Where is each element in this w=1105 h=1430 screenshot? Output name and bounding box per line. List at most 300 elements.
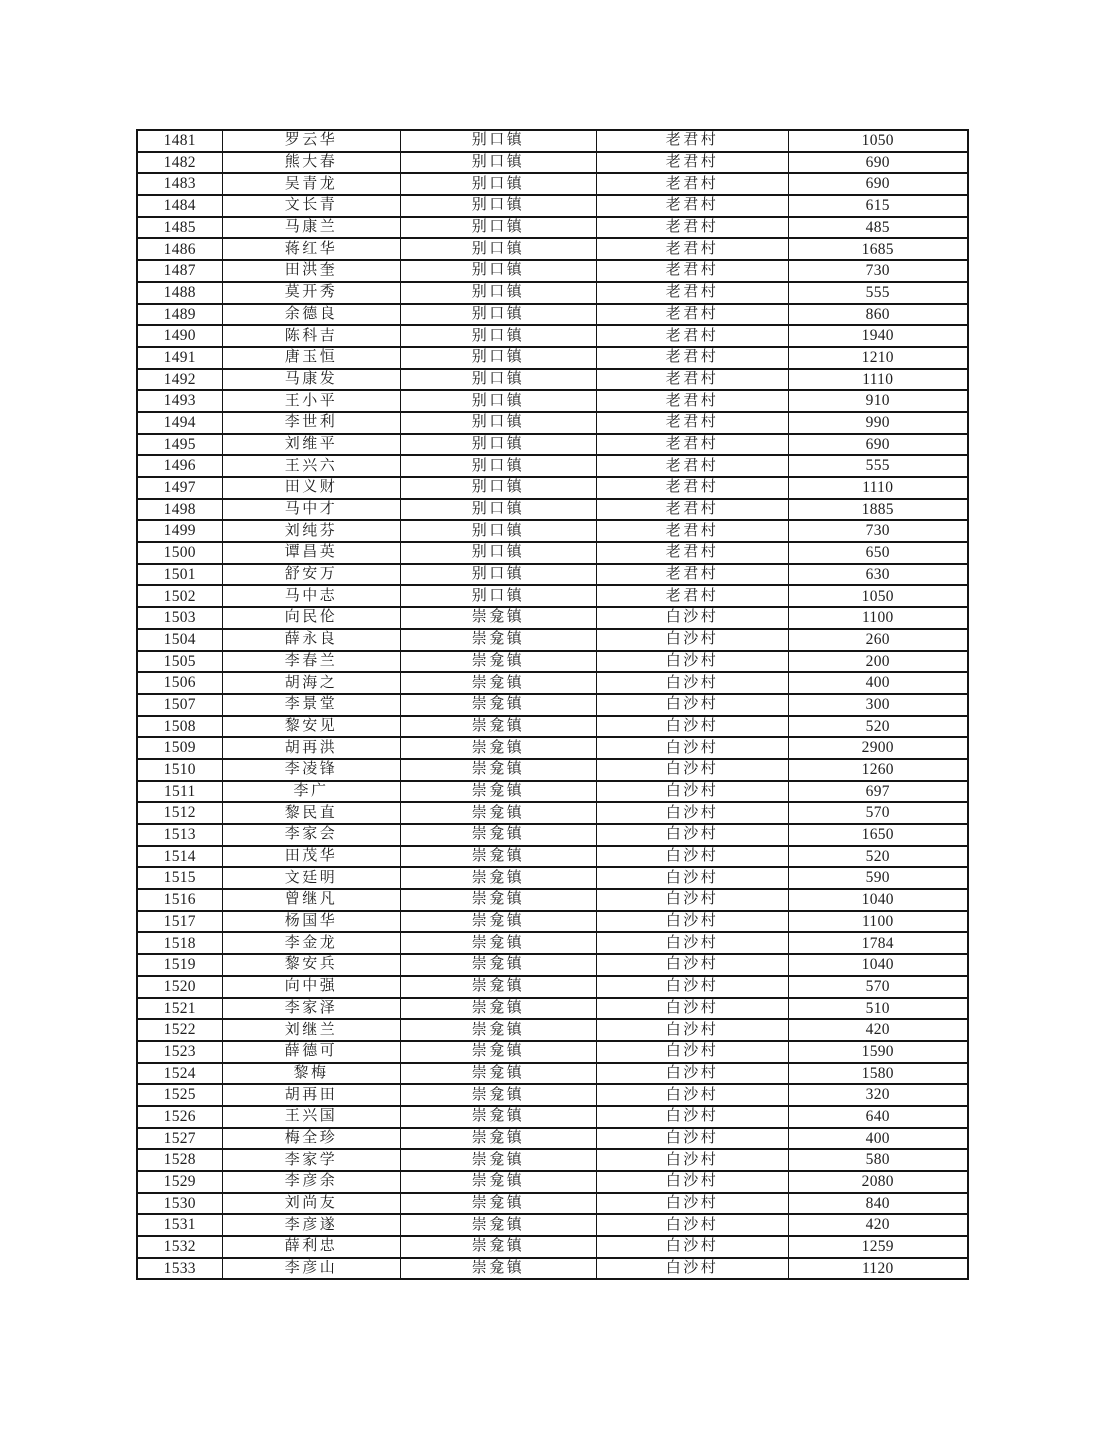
serial-cell: 1506 <box>137 672 222 694</box>
town-cell: 别口镇 <box>400 520 596 542</box>
serial-cell: 1499 <box>137 520 222 542</box>
name-cell: 薛利忠 <box>222 1236 400 1258</box>
amount-cell: 730 <box>788 520 968 542</box>
amount-cell: 1110 <box>788 477 968 499</box>
name-cell: 李金龙 <box>222 932 400 954</box>
town-cell: 崇龛镇 <box>400 737 596 759</box>
village-cell: 白沙村 <box>596 1106 788 1128</box>
town-cell: 别口镇 <box>400 347 596 369</box>
amount-cell: 520 <box>788 846 968 868</box>
serial-cell: 1507 <box>137 694 222 716</box>
serial-cell: 1517 <box>137 911 222 933</box>
town-cell: 别口镇 <box>400 217 596 239</box>
name-cell: 罗云华 <box>222 130 400 152</box>
amount-cell: 1260 <box>788 759 968 781</box>
town-cell: 崇龛镇 <box>400 1193 596 1215</box>
amount-cell: 260 <box>788 629 968 651</box>
amount-cell: 1210 <box>788 347 968 369</box>
village-cell: 白沙村 <box>596 1171 788 1193</box>
amount-cell: 420 <box>788 1214 968 1236</box>
serial-cell: 1509 <box>137 737 222 759</box>
town-cell: 崇龛镇 <box>400 911 596 933</box>
amount-cell: 615 <box>788 195 968 217</box>
village-cell: 老君村 <box>596 152 788 174</box>
village-cell: 老君村 <box>596 477 788 499</box>
name-cell: 刘维平 <box>222 434 400 456</box>
town-cell: 崇龛镇 <box>400 1149 596 1171</box>
town-cell: 崇龛镇 <box>400 889 596 911</box>
name-cell: 莫开秀 <box>222 282 400 304</box>
name-cell: 熊大春 <box>222 152 400 174</box>
amount-cell: 1050 <box>788 585 968 607</box>
serial-cell: 1496 <box>137 455 222 477</box>
name-cell: 胡再洪 <box>222 737 400 759</box>
name-cell: 田茂华 <box>222 846 400 868</box>
serial-cell: 1529 <box>137 1171 222 1193</box>
village-cell: 白沙村 <box>596 759 788 781</box>
name-cell: 文廷明 <box>222 867 400 889</box>
village-cell: 老君村 <box>596 325 788 347</box>
serial-cell: 1505 <box>137 651 222 673</box>
name-cell: 梅全珍 <box>222 1128 400 1150</box>
name-cell: 谭昌英 <box>222 542 400 564</box>
name-cell: 李家会 <box>222 824 400 846</box>
amount-cell: 570 <box>788 976 968 998</box>
name-cell: 杨国华 <box>222 911 400 933</box>
town-cell: 崇龛镇 <box>400 1106 596 1128</box>
name-cell: 马康发 <box>222 369 400 391</box>
serial-cell: 1490 <box>137 325 222 347</box>
village-cell: 白沙村 <box>596 1063 788 1085</box>
name-cell: 田洪奎 <box>222 260 400 282</box>
amount-cell: 200 <box>788 651 968 673</box>
town-cell: 崇龛镇 <box>400 976 596 998</box>
name-cell: 马康兰 <box>222 217 400 239</box>
serial-cell: 1486 <box>137 238 222 260</box>
amount-cell: 1050 <box>788 130 968 152</box>
amount-cell: 320 <box>788 1084 968 1106</box>
name-cell: 李景堂 <box>222 694 400 716</box>
village-cell: 白沙村 <box>596 932 788 954</box>
village-cell: 白沙村 <box>596 1236 788 1258</box>
serial-cell: 1495 <box>137 434 222 456</box>
table-row <box>137 325 968 347</box>
amount-cell: 1940 <box>788 325 968 347</box>
name-cell: 王兴国 <box>222 1106 400 1128</box>
amount-cell: 1040 <box>788 954 968 976</box>
table-row <box>137 173 968 195</box>
village-cell: 老君村 <box>596 499 788 521</box>
table-row <box>137 802 968 824</box>
amount-cell: 400 <box>788 1128 968 1150</box>
serial-cell: 1531 <box>137 1214 222 1236</box>
town-cell: 崇龛镇 <box>400 1041 596 1063</box>
village-cell: 老君村 <box>596 347 788 369</box>
town-cell: 别口镇 <box>400 499 596 521</box>
name-cell: 黎民直 <box>222 802 400 824</box>
serial-cell: 1488 <box>137 282 222 304</box>
village-cell: 白沙村 <box>596 867 788 889</box>
amount-cell: 630 <box>788 564 968 586</box>
name-cell: 黎安见 <box>222 716 400 738</box>
village-cell: 老君村 <box>596 282 788 304</box>
amount-cell: 1110 <box>788 369 968 391</box>
table-row <box>137 390 968 412</box>
table-row <box>137 1041 968 1063</box>
name-cell: 曾继凡 <box>222 889 400 911</box>
table-row <box>137 737 968 759</box>
village-cell: 老君村 <box>596 542 788 564</box>
amount-cell: 300 <box>788 694 968 716</box>
village-cell: 白沙村 <box>596 781 788 803</box>
amount-cell: 1100 <box>788 607 968 629</box>
name-cell: 马中志 <box>222 585 400 607</box>
serial-cell: 1528 <box>137 1149 222 1171</box>
table-row <box>137 716 968 738</box>
name-cell: 田义财 <box>222 477 400 499</box>
town-cell: 别口镇 <box>400 130 596 152</box>
village-cell: 白沙村 <box>596 1258 788 1280</box>
village-cell: 老君村 <box>596 564 788 586</box>
amount-cell: 990 <box>788 412 968 434</box>
name-cell: 舒安万 <box>222 564 400 586</box>
amount-cell: 2080 <box>788 1171 968 1193</box>
village-cell: 老君村 <box>596 173 788 195</box>
table-body <box>137 130 968 1279</box>
table-row <box>137 585 968 607</box>
amount-cell: 697 <box>788 781 968 803</box>
village-cell: 老君村 <box>596 238 788 260</box>
serial-cell: 1525 <box>137 1084 222 1106</box>
table-row <box>137 824 968 846</box>
serial-cell: 1487 <box>137 260 222 282</box>
amount-cell: 640 <box>788 1106 968 1128</box>
town-cell: 崇龛镇 <box>400 759 596 781</box>
village-cell: 白沙村 <box>596 1128 788 1150</box>
name-cell: 李春兰 <box>222 651 400 673</box>
town-cell: 崇龛镇 <box>400 1019 596 1041</box>
table-row <box>137 564 968 586</box>
serial-cell: 1533 <box>137 1258 222 1280</box>
serial-cell: 1481 <box>137 130 222 152</box>
table-row <box>137 1128 968 1150</box>
serial-cell: 1523 <box>137 1041 222 1063</box>
table-row <box>137 694 968 716</box>
serial-cell: 1520 <box>137 976 222 998</box>
amount-cell: 580 <box>788 1149 968 1171</box>
serial-cell: 1511 <box>137 781 222 803</box>
name-cell: 胡海之 <box>222 672 400 694</box>
table-row <box>137 282 968 304</box>
table-row <box>137 520 968 542</box>
town-cell: 别口镇 <box>400 152 596 174</box>
town-cell: 别口镇 <box>400 455 596 477</box>
village-cell: 老君村 <box>596 585 788 607</box>
table-row <box>137 1106 968 1128</box>
town-cell: 别口镇 <box>400 542 596 564</box>
serial-cell: 1512 <box>137 802 222 824</box>
name-cell: 黎安兵 <box>222 954 400 976</box>
table-row <box>137 1193 968 1215</box>
village-cell: 老君村 <box>596 304 788 326</box>
amount-cell: 1120 <box>788 1258 968 1280</box>
village-cell: 白沙村 <box>596 716 788 738</box>
beneficiary-table <box>136 129 969 1280</box>
town-cell: 别口镇 <box>400 260 596 282</box>
village-cell: 白沙村 <box>596 824 788 846</box>
amount-cell: 730 <box>788 260 968 282</box>
table-row <box>137 607 968 629</box>
table-row <box>137 672 968 694</box>
name-cell: 薛永良 <box>222 629 400 651</box>
serial-cell: 1518 <box>137 932 222 954</box>
amount-cell: 1650 <box>788 824 968 846</box>
table-row <box>137 1236 968 1258</box>
serial-cell: 1532 <box>137 1236 222 1258</box>
village-cell: 白沙村 <box>596 737 788 759</box>
town-cell: 崇龛镇 <box>400 867 596 889</box>
amount-cell: 2900 <box>788 737 968 759</box>
table-row <box>137 304 968 326</box>
name-cell: 余德良 <box>222 304 400 326</box>
serial-cell: 1498 <box>137 499 222 521</box>
name-cell: 文长青 <box>222 195 400 217</box>
serial-cell: 1491 <box>137 347 222 369</box>
name-cell: 李世利 <box>222 412 400 434</box>
amount-cell: 840 <box>788 1193 968 1215</box>
serial-cell: 1503 <box>137 607 222 629</box>
village-cell: 白沙村 <box>596 1214 788 1236</box>
village-cell: 白沙村 <box>596 629 788 651</box>
village-cell: 白沙村 <box>596 998 788 1020</box>
village-cell: 老君村 <box>596 260 788 282</box>
name-cell: 李彦余 <box>222 1171 400 1193</box>
name-cell: 陈科吉 <box>222 325 400 347</box>
amount-cell: 1040 <box>788 889 968 911</box>
name-cell: 李广 <box>222 781 400 803</box>
serial-cell: 1482 <box>137 152 222 174</box>
village-cell: 老君村 <box>596 369 788 391</box>
town-cell: 别口镇 <box>400 564 596 586</box>
table-row <box>137 1214 968 1236</box>
village-cell: 老君村 <box>596 520 788 542</box>
amount-cell: 1784 <box>788 932 968 954</box>
table-row <box>137 911 968 933</box>
table-row <box>137 846 968 868</box>
serial-cell: 1494 <box>137 412 222 434</box>
village-cell: 白沙村 <box>596 911 788 933</box>
town-cell: 崇龛镇 <box>400 629 596 651</box>
name-cell: 李凌锋 <box>222 759 400 781</box>
town-cell: 崇龛镇 <box>400 932 596 954</box>
serial-cell: 1513 <box>137 824 222 846</box>
town-cell: 崇龛镇 <box>400 998 596 1020</box>
name-cell: 李家泽 <box>222 998 400 1020</box>
village-cell: 白沙村 <box>596 651 788 673</box>
amount-cell: 1590 <box>788 1041 968 1063</box>
serial-cell: 1522 <box>137 1019 222 1041</box>
village-cell: 白沙村 <box>596 672 788 694</box>
table-row <box>137 434 968 456</box>
amount-cell: 570 <box>788 802 968 824</box>
town-cell: 别口镇 <box>400 412 596 434</box>
town-cell: 崇龛镇 <box>400 651 596 673</box>
serial-cell: 1501 <box>137 564 222 586</box>
name-cell: 黎梅 <box>222 1063 400 1085</box>
serial-cell: 1484 <box>137 195 222 217</box>
town-cell: 别口镇 <box>400 195 596 217</box>
table-row <box>137 954 968 976</box>
serial-cell: 1519 <box>137 954 222 976</box>
serial-cell: 1508 <box>137 716 222 738</box>
town-cell: 崇龛镇 <box>400 781 596 803</box>
amount-cell: 485 <box>788 217 968 239</box>
town-cell: 别口镇 <box>400 390 596 412</box>
table-row <box>137 455 968 477</box>
name-cell: 胡再田 <box>222 1084 400 1106</box>
town-cell: 崇龛镇 <box>400 1171 596 1193</box>
table-row <box>137 1258 968 1280</box>
village-cell: 白沙村 <box>596 1084 788 1106</box>
serial-cell: 1504 <box>137 629 222 651</box>
beneficiary-table-container <box>136 129 967 1280</box>
serial-cell: 1526 <box>137 1106 222 1128</box>
town-cell: 崇龛镇 <box>400 694 596 716</box>
village-cell: 白沙村 <box>596 976 788 998</box>
village-cell: 白沙村 <box>596 607 788 629</box>
serial-cell: 1502 <box>137 585 222 607</box>
serial-cell: 1524 <box>137 1063 222 1085</box>
village-cell: 白沙村 <box>596 1041 788 1063</box>
village-cell: 老君村 <box>596 434 788 456</box>
town-cell: 别口镇 <box>400 477 596 499</box>
town-cell: 崇龛镇 <box>400 824 596 846</box>
table-row <box>137 1084 968 1106</box>
name-cell: 蒋红华 <box>222 238 400 260</box>
village-cell: 老君村 <box>596 412 788 434</box>
village-cell: 白沙村 <box>596 1149 788 1171</box>
amount-cell: 400 <box>788 672 968 694</box>
amount-cell: 1580 <box>788 1063 968 1085</box>
name-cell: 王兴六 <box>222 455 400 477</box>
village-cell: 白沙村 <box>596 802 788 824</box>
amount-cell: 1885 <box>788 499 968 521</box>
amount-cell: 520 <box>788 716 968 738</box>
table-row <box>137 499 968 521</box>
amount-cell: 650 <box>788 542 968 564</box>
amount-cell: 1259 <box>788 1236 968 1258</box>
name-cell: 薛德可 <box>222 1041 400 1063</box>
name-cell: 李彦遂 <box>222 1214 400 1236</box>
table-row <box>137 932 968 954</box>
town-cell: 崇龛镇 <box>400 1063 596 1085</box>
table-row <box>137 369 968 391</box>
table-row <box>137 542 968 564</box>
serial-cell: 1527 <box>137 1128 222 1150</box>
name-cell: 刘尚友 <box>222 1193 400 1215</box>
village-cell: 白沙村 <box>596 954 788 976</box>
serial-cell: 1485 <box>137 217 222 239</box>
amount-cell: 860 <box>788 304 968 326</box>
amount-cell: 1100 <box>788 911 968 933</box>
town-cell: 崇龛镇 <box>400 846 596 868</box>
town-cell: 崇龛镇 <box>400 1214 596 1236</box>
name-cell: 王小平 <box>222 390 400 412</box>
town-cell: 别口镇 <box>400 325 596 347</box>
name-cell: 吴青龙 <box>222 173 400 195</box>
town-cell: 崇龛镇 <box>400 1128 596 1150</box>
name-cell: 向民伦 <box>222 607 400 629</box>
town-cell: 别口镇 <box>400 585 596 607</box>
amount-cell: 420 <box>788 1019 968 1041</box>
amount-cell: 690 <box>788 173 968 195</box>
table-row <box>137 412 968 434</box>
serial-cell: 1521 <box>137 998 222 1020</box>
name-cell: 唐玉恒 <box>222 347 400 369</box>
village-cell: 白沙村 <box>596 889 788 911</box>
village-cell: 白沙村 <box>596 1019 788 1041</box>
village-cell: 白沙村 <box>596 1193 788 1215</box>
amount-cell: 1685 <box>788 238 968 260</box>
table-row <box>137 651 968 673</box>
amount-cell: 690 <box>788 434 968 456</box>
name-cell: 马中才 <box>222 499 400 521</box>
village-cell: 老君村 <box>596 455 788 477</box>
amount-cell: 555 <box>788 282 968 304</box>
table-row <box>137 998 968 1020</box>
table-row <box>137 238 968 260</box>
serial-cell: 1530 <box>137 1193 222 1215</box>
town-cell: 崇龛镇 <box>400 716 596 738</box>
table-row <box>137 867 968 889</box>
table-row <box>137 152 968 174</box>
town-cell: 别口镇 <box>400 173 596 195</box>
table-row <box>137 781 968 803</box>
table-row <box>137 217 968 239</box>
table-row <box>137 347 968 369</box>
table-row <box>137 195 968 217</box>
village-cell: 白沙村 <box>596 694 788 716</box>
town-cell: 别口镇 <box>400 304 596 326</box>
amount-cell: 590 <box>788 867 968 889</box>
serial-cell: 1510 <box>137 759 222 781</box>
village-cell: 老君村 <box>596 130 788 152</box>
village-cell: 白沙村 <box>596 846 788 868</box>
table-row <box>137 1019 968 1041</box>
serial-cell: 1483 <box>137 173 222 195</box>
town-cell: 崇龛镇 <box>400 1236 596 1258</box>
name-cell: 刘纯芬 <box>222 520 400 542</box>
table-row <box>137 1171 968 1193</box>
village-cell: 老君村 <box>596 217 788 239</box>
table-row <box>137 130 968 152</box>
table-row <box>137 477 968 499</box>
serial-cell: 1514 <box>137 846 222 868</box>
town-cell: 崇龛镇 <box>400 672 596 694</box>
table-row <box>137 1063 968 1085</box>
village-cell: 老君村 <box>596 195 788 217</box>
town-cell: 崇龛镇 <box>400 607 596 629</box>
amount-cell: 690 <box>788 152 968 174</box>
town-cell: 别口镇 <box>400 282 596 304</box>
table-row <box>137 889 968 911</box>
serial-cell: 1492 <box>137 369 222 391</box>
serial-cell: 1516 <box>137 889 222 911</box>
town-cell: 别口镇 <box>400 369 596 391</box>
table-row <box>137 260 968 282</box>
name-cell: 刘继兰 <box>222 1019 400 1041</box>
town-cell: 别口镇 <box>400 434 596 456</box>
